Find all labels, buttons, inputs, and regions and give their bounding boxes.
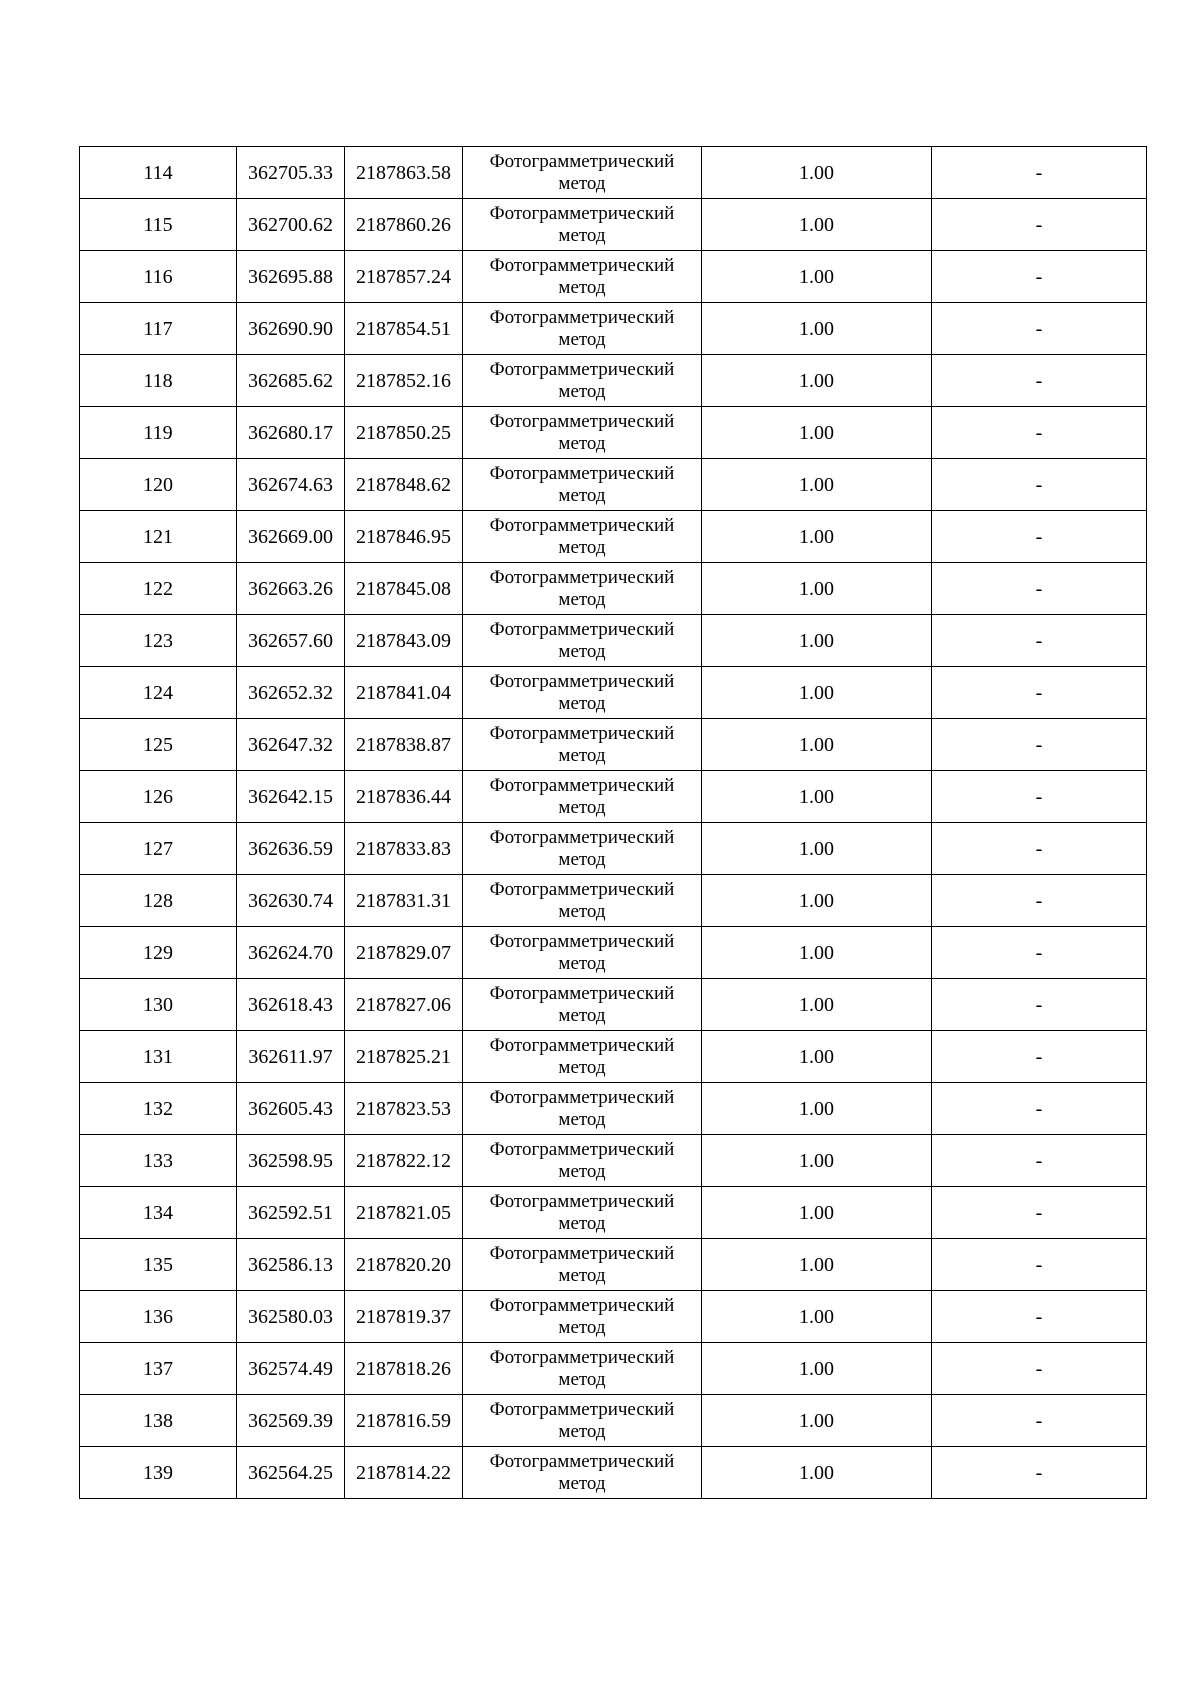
table-row bbox=[80, 1135, 1147, 1187]
coordinates-table-body bbox=[80, 147, 1147, 1499]
method-line-2: метод bbox=[558, 276, 606, 298]
method-cell bbox=[463, 147, 702, 199]
note-cell: - bbox=[932, 251, 1147, 303]
table-row bbox=[80, 1083, 1147, 1135]
point-number-cell: 122 bbox=[80, 563, 237, 615]
method-line-2: метод bbox=[558, 1212, 606, 1234]
y-coordinate-cell: 2187841.04 bbox=[345, 667, 463, 719]
accuracy-cell: 1.00 bbox=[702, 563, 932, 615]
note-cell: - bbox=[932, 459, 1147, 511]
accuracy-cell: 1.00 bbox=[702, 199, 932, 251]
method-cell bbox=[463, 199, 702, 251]
method-line-1: Фотограмметрический bbox=[489, 982, 675, 1004]
note-cell: - bbox=[932, 407, 1147, 459]
y-coordinate-cell: 2187818.26 bbox=[345, 1343, 463, 1395]
method-line-1: Фотограмметрический bbox=[489, 1242, 675, 1264]
table-row bbox=[80, 1239, 1147, 1291]
x-coordinate-cell: 362647.32 bbox=[237, 719, 345, 771]
note-cell: - bbox=[932, 1291, 1147, 1343]
y-coordinate-cell: 2187843.09 bbox=[345, 615, 463, 667]
x-coordinate-cell: 362690.90 bbox=[237, 303, 345, 355]
accuracy-cell: 1.00 bbox=[702, 771, 932, 823]
method-line-2: метод bbox=[558, 848, 606, 870]
method-line-2: метод bbox=[558, 1160, 606, 1182]
x-coordinate-cell: 362564.25 bbox=[237, 1447, 345, 1499]
table-row bbox=[80, 1447, 1147, 1499]
note-cell: - bbox=[932, 1343, 1147, 1395]
method-line-2: метод bbox=[558, 1004, 606, 1026]
point-number-cell: 115 bbox=[80, 199, 237, 251]
method-line-1: Фотограмметрический bbox=[489, 930, 675, 952]
y-coordinate-cell: 2187850.25 bbox=[345, 407, 463, 459]
x-coordinate-cell: 362642.15 bbox=[237, 771, 345, 823]
method-cell bbox=[463, 979, 702, 1031]
method-line-1: Фотограмметрический bbox=[489, 1190, 675, 1212]
method-line-2: метод bbox=[558, 952, 606, 974]
table-row bbox=[80, 875, 1147, 927]
method-line-2: метод bbox=[558, 1316, 606, 1338]
table-row bbox=[80, 667, 1147, 719]
table-row bbox=[80, 303, 1147, 355]
method-cell bbox=[463, 1083, 702, 1135]
table-row bbox=[80, 147, 1147, 199]
point-number-cell: 132 bbox=[80, 1083, 237, 1135]
method-line-2: метод bbox=[558, 692, 606, 714]
accuracy-cell: 1.00 bbox=[702, 147, 932, 199]
note-cell: - bbox=[932, 979, 1147, 1031]
x-coordinate-cell: 362636.59 bbox=[237, 823, 345, 875]
method-line-1: Фотограмметрический bbox=[489, 1450, 675, 1472]
point-number-cell: 121 bbox=[80, 511, 237, 563]
method-line-1: Фотограмметрический bbox=[489, 1034, 675, 1056]
x-coordinate-cell: 362663.26 bbox=[237, 563, 345, 615]
y-coordinate-cell: 2187848.62 bbox=[345, 459, 463, 511]
y-coordinate-cell: 2187829.07 bbox=[345, 927, 463, 979]
table-row bbox=[80, 355, 1147, 407]
method-line-2: метод bbox=[558, 172, 606, 194]
method-cell bbox=[463, 875, 702, 927]
table-row bbox=[80, 927, 1147, 979]
y-coordinate-cell: 2187845.08 bbox=[345, 563, 463, 615]
accuracy-cell: 1.00 bbox=[702, 1395, 932, 1447]
method-line-1: Фотограмметрический bbox=[489, 826, 675, 848]
accuracy-cell: 1.00 bbox=[702, 1031, 932, 1083]
method-cell bbox=[463, 1343, 702, 1395]
point-number-cell: 117 bbox=[80, 303, 237, 355]
table-row bbox=[80, 979, 1147, 1031]
point-number-cell: 127 bbox=[80, 823, 237, 875]
accuracy-cell: 1.00 bbox=[702, 251, 932, 303]
y-coordinate-cell: 2187814.22 bbox=[345, 1447, 463, 1499]
note-cell: - bbox=[932, 927, 1147, 979]
method-cell bbox=[463, 615, 702, 667]
method-line-1: Фотограмметрический bbox=[489, 150, 675, 172]
table-row bbox=[80, 511, 1147, 563]
accuracy-cell: 1.00 bbox=[702, 355, 932, 407]
table-row bbox=[80, 563, 1147, 615]
method-line-2: метод bbox=[558, 432, 606, 454]
x-coordinate-cell: 362580.03 bbox=[237, 1291, 345, 1343]
accuracy-cell: 1.00 bbox=[702, 511, 932, 563]
method-line-2: метод bbox=[558, 484, 606, 506]
y-coordinate-cell: 2187831.31 bbox=[345, 875, 463, 927]
note-cell: - bbox=[932, 147, 1147, 199]
accuracy-cell: 1.00 bbox=[702, 1135, 932, 1187]
method-cell bbox=[463, 1239, 702, 1291]
x-coordinate-cell: 362630.74 bbox=[237, 875, 345, 927]
accuracy-cell: 1.00 bbox=[702, 1447, 932, 1499]
note-cell: - bbox=[932, 303, 1147, 355]
method-line-2: метод bbox=[558, 536, 606, 558]
method-cell bbox=[463, 719, 702, 771]
table-row bbox=[80, 823, 1147, 875]
point-number-cell: 129 bbox=[80, 927, 237, 979]
x-coordinate-cell: 362652.32 bbox=[237, 667, 345, 719]
x-coordinate-cell: 362574.49 bbox=[237, 1343, 345, 1395]
accuracy-cell: 1.00 bbox=[702, 1343, 932, 1395]
y-coordinate-cell: 2187819.37 bbox=[345, 1291, 463, 1343]
method-cell bbox=[463, 407, 702, 459]
accuracy-cell: 1.00 bbox=[702, 1187, 932, 1239]
point-number-cell: 136 bbox=[80, 1291, 237, 1343]
method-cell bbox=[463, 1447, 702, 1499]
point-number-cell: 130 bbox=[80, 979, 237, 1031]
method-cell bbox=[463, 511, 702, 563]
method-cell bbox=[463, 927, 702, 979]
point-number-cell: 124 bbox=[80, 667, 237, 719]
accuracy-cell: 1.00 bbox=[702, 1239, 932, 1291]
method-line-2: метод bbox=[558, 1108, 606, 1130]
method-line-1: Фотограмметрический bbox=[489, 1294, 675, 1316]
method-line-2: метод bbox=[558, 900, 606, 922]
method-line-2: метод bbox=[558, 744, 606, 766]
x-coordinate-cell: 362669.00 bbox=[237, 511, 345, 563]
method-line-1: Фотограмметрический bbox=[489, 358, 675, 380]
point-number-cell: 123 bbox=[80, 615, 237, 667]
accuracy-cell: 1.00 bbox=[702, 719, 932, 771]
method-cell bbox=[463, 355, 702, 407]
method-line-2: метод bbox=[558, 1368, 606, 1390]
note-cell: - bbox=[932, 1135, 1147, 1187]
method-line-2: метод bbox=[558, 1472, 606, 1494]
point-number-cell: 134 bbox=[80, 1187, 237, 1239]
y-coordinate-cell: 2187852.16 bbox=[345, 355, 463, 407]
method-line-2: метод bbox=[558, 328, 606, 350]
y-coordinate-cell: 2187827.06 bbox=[345, 979, 463, 1031]
note-cell: - bbox=[932, 199, 1147, 251]
method-line-1: Фотограмметрический bbox=[489, 410, 675, 432]
note-cell: - bbox=[932, 771, 1147, 823]
method-line-1: Фотограмметрический bbox=[489, 1398, 675, 1420]
method-line-1: Фотограмметрический bbox=[489, 514, 675, 536]
point-number-cell: 125 bbox=[80, 719, 237, 771]
note-cell: - bbox=[932, 667, 1147, 719]
y-coordinate-cell: 2187820.20 bbox=[345, 1239, 463, 1291]
y-coordinate-cell: 2187822.12 bbox=[345, 1135, 463, 1187]
note-cell: - bbox=[932, 1395, 1147, 1447]
y-coordinate-cell: 2187836.44 bbox=[345, 771, 463, 823]
note-cell: - bbox=[932, 1083, 1147, 1135]
method-line-1: Фотограмметрический bbox=[489, 774, 675, 796]
accuracy-cell: 1.00 bbox=[702, 459, 932, 511]
method-cell bbox=[463, 251, 702, 303]
point-number-cell: 133 bbox=[80, 1135, 237, 1187]
accuracy-cell: 1.00 bbox=[702, 615, 932, 667]
y-coordinate-cell: 2187838.87 bbox=[345, 719, 463, 771]
method-line-1: Фотограмметрический bbox=[489, 1346, 675, 1368]
note-cell: - bbox=[932, 875, 1147, 927]
table-row bbox=[80, 199, 1147, 251]
y-coordinate-cell: 2187846.95 bbox=[345, 511, 463, 563]
point-number-cell: 114 bbox=[80, 147, 237, 199]
method-cell bbox=[463, 771, 702, 823]
x-coordinate-cell: 362705.33 bbox=[237, 147, 345, 199]
point-number-cell: 118 bbox=[80, 355, 237, 407]
method-line-1: Фотограмметрический bbox=[489, 618, 675, 640]
note-cell: - bbox=[932, 1239, 1147, 1291]
table-row bbox=[80, 459, 1147, 511]
x-coordinate-cell: 362695.88 bbox=[237, 251, 345, 303]
accuracy-cell: 1.00 bbox=[702, 1291, 932, 1343]
note-cell: - bbox=[932, 615, 1147, 667]
x-coordinate-cell: 362605.43 bbox=[237, 1083, 345, 1135]
method-line-1: Фотограмметрический bbox=[489, 202, 675, 224]
y-coordinate-cell: 2187854.51 bbox=[345, 303, 463, 355]
table-row bbox=[80, 615, 1147, 667]
method-line-1: Фотограмметрический bbox=[489, 722, 675, 744]
note-cell: - bbox=[932, 1031, 1147, 1083]
method-line-2: метод bbox=[558, 796, 606, 818]
x-coordinate-cell: 362569.39 bbox=[237, 1395, 345, 1447]
note-cell: - bbox=[932, 511, 1147, 563]
method-cell bbox=[463, 1395, 702, 1447]
point-number-cell: 120 bbox=[80, 459, 237, 511]
coordinates-table bbox=[79, 146, 1147, 1499]
y-coordinate-cell: 2187857.24 bbox=[345, 251, 463, 303]
table-row bbox=[80, 1031, 1147, 1083]
point-number-cell: 126 bbox=[80, 771, 237, 823]
method-line-1: Фотограмметрический bbox=[489, 1138, 675, 1160]
method-cell bbox=[463, 303, 702, 355]
x-coordinate-cell: 362598.95 bbox=[237, 1135, 345, 1187]
accuracy-cell: 1.00 bbox=[702, 303, 932, 355]
table-row bbox=[80, 771, 1147, 823]
method-line-2: метод bbox=[558, 588, 606, 610]
method-cell bbox=[463, 1187, 702, 1239]
accuracy-cell: 1.00 bbox=[702, 875, 932, 927]
method-line-2: метод bbox=[558, 380, 606, 402]
accuracy-cell: 1.00 bbox=[702, 823, 932, 875]
method-line-1: Фотограмметрический bbox=[489, 1086, 675, 1108]
y-coordinate-cell: 2187825.21 bbox=[345, 1031, 463, 1083]
accuracy-cell: 1.00 bbox=[702, 927, 932, 979]
accuracy-cell: 1.00 bbox=[702, 979, 932, 1031]
table-row bbox=[80, 719, 1147, 771]
method-line-2: метод bbox=[558, 224, 606, 246]
point-number-cell: 138 bbox=[80, 1395, 237, 1447]
y-coordinate-cell: 2187863.58 bbox=[345, 147, 463, 199]
note-cell: - bbox=[932, 1187, 1147, 1239]
y-coordinate-cell: 2187823.53 bbox=[345, 1083, 463, 1135]
method-cell bbox=[463, 459, 702, 511]
note-cell: - bbox=[932, 563, 1147, 615]
point-number-cell: 135 bbox=[80, 1239, 237, 1291]
method-cell bbox=[463, 1291, 702, 1343]
point-number-cell: 119 bbox=[80, 407, 237, 459]
method-cell bbox=[463, 1135, 702, 1187]
x-coordinate-cell: 362657.60 bbox=[237, 615, 345, 667]
note-cell: - bbox=[932, 719, 1147, 771]
method-line-2: метод bbox=[558, 640, 606, 662]
table-row bbox=[80, 407, 1147, 459]
point-number-cell: 131 bbox=[80, 1031, 237, 1083]
method-line-2: метод bbox=[558, 1420, 606, 1442]
method-line-1: Фотограмметрический bbox=[489, 254, 675, 276]
method-line-1: Фотограмметрический bbox=[489, 306, 675, 328]
x-coordinate-cell: 362592.51 bbox=[237, 1187, 345, 1239]
y-coordinate-cell: 2187833.83 bbox=[345, 823, 463, 875]
point-number-cell: 116 bbox=[80, 251, 237, 303]
point-number-cell: 128 bbox=[80, 875, 237, 927]
table-row bbox=[80, 1291, 1147, 1343]
x-coordinate-cell: 362611.97 bbox=[237, 1031, 345, 1083]
accuracy-cell: 1.00 bbox=[702, 1083, 932, 1135]
point-number-cell: 139 bbox=[80, 1447, 237, 1499]
method-line-1: Фотограмметрический bbox=[489, 670, 675, 692]
y-coordinate-cell: 2187821.05 bbox=[345, 1187, 463, 1239]
method-line-1: Фотограмметрический bbox=[489, 566, 675, 588]
x-coordinate-cell: 362624.70 bbox=[237, 927, 345, 979]
table-row bbox=[80, 1187, 1147, 1239]
point-number-cell: 137 bbox=[80, 1343, 237, 1395]
x-coordinate-cell: 362618.43 bbox=[237, 979, 345, 1031]
x-coordinate-cell: 362685.62 bbox=[237, 355, 345, 407]
method-line-2: метод bbox=[558, 1056, 606, 1078]
method-line-1: Фотограмметрический bbox=[489, 878, 675, 900]
table-row bbox=[80, 1343, 1147, 1395]
x-coordinate-cell: 362680.17 bbox=[237, 407, 345, 459]
note-cell: - bbox=[932, 1447, 1147, 1499]
accuracy-cell: 1.00 bbox=[702, 407, 932, 459]
method-cell bbox=[463, 667, 702, 719]
y-coordinate-cell: 2187816.59 bbox=[345, 1395, 463, 1447]
method-line-2: метод bbox=[558, 1264, 606, 1286]
table-row bbox=[80, 251, 1147, 303]
note-cell: - bbox=[932, 355, 1147, 407]
x-coordinate-cell: 362586.13 bbox=[237, 1239, 345, 1291]
method-cell bbox=[463, 823, 702, 875]
x-coordinate-cell: 362700.62 bbox=[237, 199, 345, 251]
y-coordinate-cell: 2187860.26 bbox=[345, 199, 463, 251]
note-cell: - bbox=[932, 823, 1147, 875]
method-cell bbox=[463, 1031, 702, 1083]
method-line-1: Фотограмметрический bbox=[489, 462, 675, 484]
method-cell bbox=[463, 563, 702, 615]
x-coordinate-cell: 362674.63 bbox=[237, 459, 345, 511]
accuracy-cell: 1.00 bbox=[702, 667, 932, 719]
table-row bbox=[80, 1395, 1147, 1447]
